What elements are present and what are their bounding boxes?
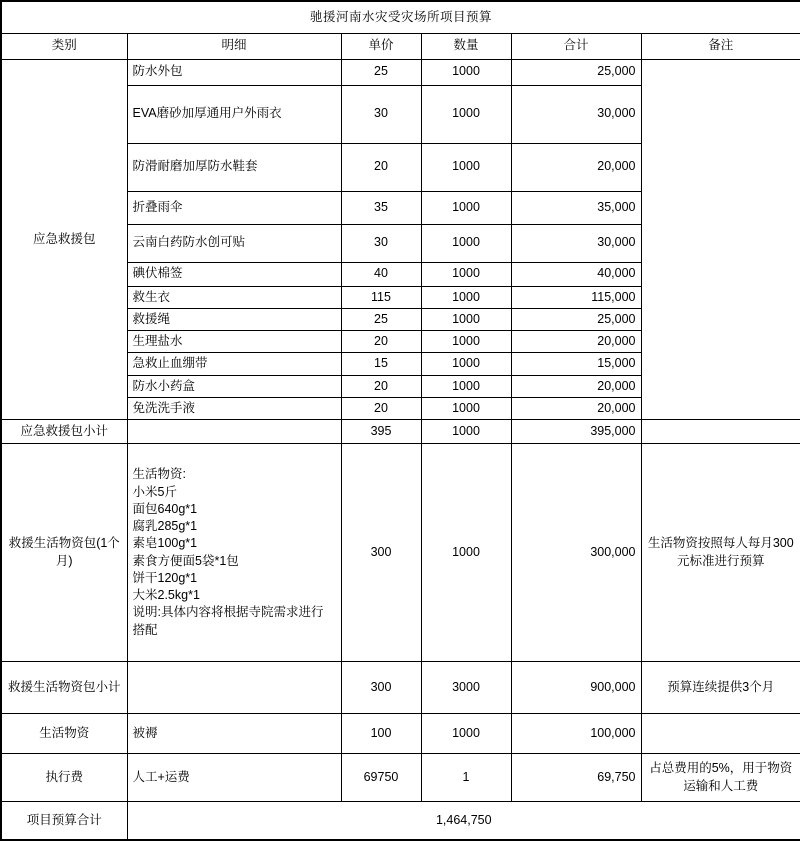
- living-kit-detail-line: 小米5斤: [132, 484, 177, 499]
- living-kit-detail-line: 素皂100g*1: [132, 536, 198, 551]
- category-living-supplies: 生活物资: [1, 714, 127, 754]
- item-detail: 急救止血绷带: [127, 353, 341, 375]
- subtotal-total: 900,000: [511, 662, 641, 714]
- item-unit-price: 15: [341, 353, 421, 375]
- item-detail: 折叠雨伞: [127, 191, 341, 224]
- living-kit-detail-line: 大米2.5kg*1: [132, 588, 200, 602]
- item-unit-price: 115: [341, 286, 421, 308]
- item-remark: [641, 714, 800, 754]
- item-unit-price: 20: [341, 143, 421, 191]
- subtotal-row-living-kit: [1, 662, 800, 714]
- item-quantity: 1: [421, 754, 511, 802]
- category-execution-fee: 执行费: [1, 754, 127, 802]
- item-quantity: 1000: [421, 331, 511, 353]
- item-quantity: 1000: [421, 191, 511, 224]
- grand-total-value: 1,464,750: [127, 802, 800, 840]
- item-quantity: 1000: [421, 85, 511, 143]
- living-kit-detail-line: 生活物资:: [132, 467, 186, 482]
- living-kit-remark: 生活物资按照每人每月300元标准进行预算: [641, 444, 800, 662]
- item-quantity: 1000: [421, 59, 511, 85]
- item-detail: 生理盐水: [127, 331, 341, 353]
- living-kit-detail-line: 饼干120g*1: [132, 570, 198, 585]
- item-quantity: 1000: [421, 308, 511, 330]
- subtotal-label: 应急救援包小计: [1, 420, 127, 444]
- item-total: 100,000: [511, 714, 641, 754]
- item-detail: 防滑耐磨加厚防水鞋套: [127, 143, 341, 191]
- column-header-quantity: 数量: [421, 33, 511, 59]
- column-header-remark: 备注: [641, 33, 800, 59]
- item-unit-price: 25: [341, 59, 421, 85]
- subtotal-remark: [641, 420, 800, 444]
- item-total: 30,000: [511, 224, 641, 262]
- item-total: 20,000: [511, 143, 641, 191]
- subtotal-quantity: 1000: [421, 420, 511, 444]
- item-total: 30,000: [511, 85, 641, 143]
- living-kit-total: 300,000: [511, 444, 641, 662]
- table-row-living-kit: [1, 444, 800, 662]
- living-kit-detail-list: [127, 444, 341, 662]
- table-row-living-supplies: [1, 714, 800, 754]
- item-quantity: 1000: [421, 353, 511, 375]
- item-unit-price: 35: [341, 191, 421, 224]
- item-total: 20,000: [511, 397, 641, 419]
- item-detail: 人工+运费: [127, 754, 341, 802]
- subtotal-row-emergency-kit: [1, 420, 800, 444]
- category-emergency-kit: 应急救援包: [1, 59, 127, 420]
- item-detail: 防水外包: [127, 59, 341, 85]
- grand-total-row: [1, 802, 800, 840]
- table-row-execution-fee: [1, 754, 800, 802]
- item-total: 20,000: [511, 331, 641, 353]
- column-header-detail: 明细: [127, 33, 341, 59]
- item-detail: 被褥: [127, 714, 341, 754]
- item-total: 40,000: [511, 262, 641, 286]
- item-detail: 救援绳: [127, 308, 341, 330]
- item-quantity: 1000: [421, 714, 511, 754]
- category-living-kit: 救援生活物资包(1个月): [1, 444, 127, 662]
- item-unit-price: 100: [341, 714, 421, 754]
- item-quantity: 1000: [421, 143, 511, 191]
- item-quantity: 1000: [421, 262, 511, 286]
- item-detail: 碘伏棉签: [127, 262, 341, 286]
- living-kit-quantity: 1000: [421, 444, 511, 662]
- subtotal-unit-price: 300: [341, 662, 421, 714]
- item-unit-price: 20: [341, 397, 421, 419]
- subtotal-quantity: 3000: [421, 662, 511, 714]
- item-total: 20,000: [511, 375, 641, 397]
- item-unit-price: 20: [341, 331, 421, 353]
- item-unit-price: 30: [341, 85, 421, 143]
- item-total: 115,000: [511, 286, 641, 308]
- item-total: 35,000: [511, 191, 641, 224]
- subtotal-detail: [127, 662, 341, 714]
- subtotal-remark: 预算连续提供3个月: [641, 662, 800, 714]
- item-unit-price: 20: [341, 375, 421, 397]
- item-remark: 占总费用的5%，用于物资运输和人工费: [641, 754, 800, 802]
- living-kit-detail-line: 素食方便面5袋*1包: [132, 553, 239, 568]
- item-detail: EVA磨砂加厚通用户外雨衣: [127, 85, 341, 143]
- subtotal-unit-price: 395: [341, 420, 421, 444]
- item-detail: 防水小药盒: [127, 375, 341, 397]
- item-total: 25,000: [511, 59, 641, 85]
- table-header-row: [1, 33, 800, 59]
- item-quantity: 1000: [421, 375, 511, 397]
- item-unit-price: 69750: [341, 754, 421, 802]
- subtotal-total: 395,000: [511, 420, 641, 444]
- item-quantity: 1000: [421, 224, 511, 262]
- column-header-unitprice: 单价: [341, 33, 421, 59]
- grand-total-label: 项目预算合计: [1, 802, 127, 840]
- subtotal-label: 救援生活物资包小计: [1, 662, 127, 714]
- remark-emergency-kit: [641, 59, 800, 420]
- item-quantity: 1000: [421, 286, 511, 308]
- living-kit-unit-price: 300: [341, 444, 421, 662]
- item-unit-price: 40: [341, 262, 421, 286]
- item-detail: 云南白药防水创可贴: [127, 224, 341, 262]
- document-title: 驰援河南水灾受灾场所项目预算: [1, 1, 800, 33]
- item-total: 15,000: [511, 353, 641, 375]
- column-header-category: 类别: [1, 33, 127, 59]
- subtotal-detail: [127, 420, 341, 444]
- item-unit-price: 25: [341, 308, 421, 330]
- item-total: 69,750: [511, 754, 641, 802]
- table-row: [1, 59, 800, 85]
- column-header-total: 合计: [511, 33, 641, 59]
- item-detail: 免洗洗手液: [127, 397, 341, 419]
- item-quantity: 1000: [421, 397, 511, 419]
- item-detail: 救生衣: [127, 286, 341, 308]
- item-unit-price: 30: [341, 224, 421, 262]
- living-kit-detail-line: 面包640g*1: [132, 501, 198, 516]
- title-row: [1, 1, 800, 33]
- living-kit-detail-line: 说明:具体内容将根据寺院需求进行搭配: [132, 605, 324, 637]
- item-total: 25,000: [511, 308, 641, 330]
- living-kit-detail-line: 腐乳285g*1: [132, 519, 198, 533]
